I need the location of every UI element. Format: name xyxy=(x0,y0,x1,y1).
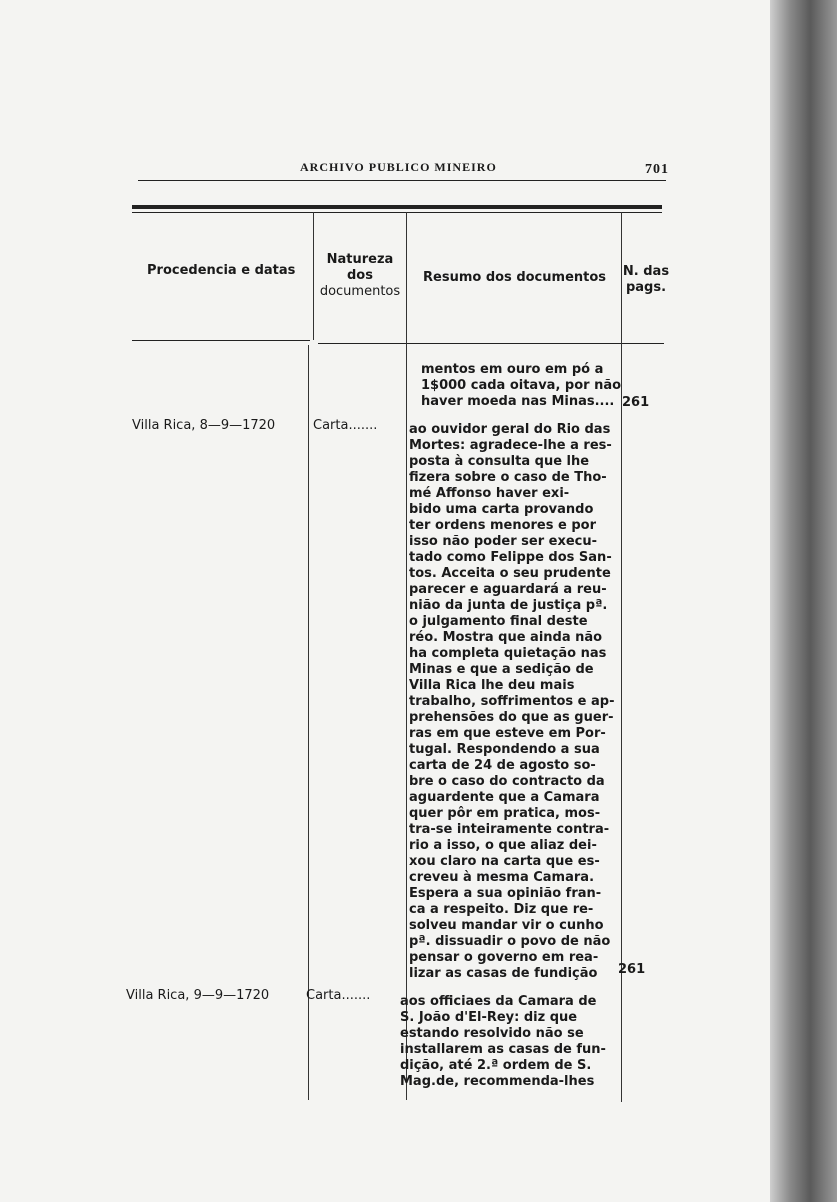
summary-line: trabalho, soffrimentos e ap- xyxy=(409,694,615,709)
summary-line: Mortes: agradece-lhe a res- xyxy=(409,438,612,453)
col-rule-2 xyxy=(406,212,407,1100)
col-header-natureza-line1: Natureza xyxy=(326,252,394,267)
summary-line: ca a respeito. Diz que re- xyxy=(409,902,594,917)
continuation-summary xyxy=(421,362,622,410)
header-rule xyxy=(138,180,666,181)
summary-line: Espera a sua opinião fran- xyxy=(409,886,602,901)
summary-line: S. João d'El-Rey: diz que xyxy=(400,1010,578,1025)
summary-line: posta à consulta que lhe xyxy=(409,454,590,469)
summary-line: pensar o governo em rea- xyxy=(409,950,599,965)
summary-line: haver moeda nas Minas.... xyxy=(421,394,615,409)
summary-line: ras em que esteve em Por- xyxy=(409,726,606,741)
summary-line: tado como Felippe dos San- xyxy=(409,550,612,565)
entry-origin: Villa Rica, 9—9—1720 xyxy=(126,988,270,1003)
summary-line: ter ordens menores e por xyxy=(409,518,596,533)
summary-line: quer pôr em pratica, mos- xyxy=(409,806,601,821)
summary-line: solveu mandar vir o cunho xyxy=(409,918,604,933)
summary-line: lizar as casas de fundição xyxy=(409,966,598,981)
col-header-pags-line1: N. das xyxy=(622,264,670,279)
col-rule-1 xyxy=(313,212,314,340)
entry-nature: Carta....... xyxy=(306,988,371,1003)
summary-line: bido uma carta provando xyxy=(409,502,594,517)
summary-line: tos. Acceita o seu prudente xyxy=(409,566,611,581)
col-header-natureza-line2: dos xyxy=(347,268,373,283)
summary-line: Mag.de, recommenda-lhes xyxy=(400,1074,595,1089)
summary-line: parecer e aguardará a reu- xyxy=(409,582,607,597)
summary-line: tra-se inteiramente contra- xyxy=(409,822,610,837)
summary-line: Villa Rica lhe deu mais xyxy=(409,678,575,693)
summary-line: mentos em ouro em pó a xyxy=(421,362,604,377)
summary-line: aguardente que a Camara xyxy=(409,790,600,805)
summary-line: carta de 24 de agosto so- xyxy=(409,758,596,773)
table-top-rule xyxy=(132,205,662,209)
summary-line: 1$000 cada oitava, por não xyxy=(421,378,622,393)
entry-summary xyxy=(409,422,619,982)
entry-page: 261 xyxy=(618,962,646,977)
summary-line: rio a isso, o que aliaz dei- xyxy=(409,838,597,853)
entry-origin: Villa Rica, 8—9—1720 xyxy=(132,418,276,433)
summary-line: o julgamento final deste xyxy=(409,614,588,629)
summary-line: Minas e que a sedição de xyxy=(409,662,594,677)
summary-line: dição, até 2.ª ordem de S. xyxy=(400,1058,592,1073)
summary-line: tugal. Respondendo a sua xyxy=(409,742,600,757)
summary-line: aos officiaes da Camara de xyxy=(400,994,597,1009)
summary-line: réo. Mostra que ainda não xyxy=(409,630,603,645)
summary-line: pª. dissuadir o povo de não xyxy=(409,934,611,949)
summary-line: xou claro na carta que es- xyxy=(409,854,600,869)
col-header-pags xyxy=(620,264,672,296)
header-bottom-rule-left xyxy=(132,340,310,341)
summary-line: ha completa quietação nas xyxy=(409,646,607,661)
col-header-procedencia: Procedencia e datas xyxy=(147,263,296,278)
summary-line: ao ouvidor geral do Rio das xyxy=(409,422,611,437)
summary-line: creveu à mesma Camara. xyxy=(409,870,595,885)
col-rule-1b xyxy=(308,345,309,1100)
table-top-rule-thin xyxy=(132,212,662,213)
col-header-natureza-line3: documentos xyxy=(319,284,401,299)
summary-line: mé Affonso haver exi- xyxy=(409,486,570,501)
entry-nature: Carta....... xyxy=(313,418,378,433)
summary-line: estando resolvido não se xyxy=(400,1026,584,1041)
col-header-natureza xyxy=(314,252,406,300)
summary-line: nião da junta de justiça pª. xyxy=(409,598,608,613)
col-header-resumo: Resumo dos documentos xyxy=(423,270,607,285)
summary-line: bre o caso do contracto da xyxy=(409,774,605,789)
summary-line: installarem as casas de fun- xyxy=(400,1042,606,1057)
book-spine xyxy=(770,0,837,1202)
summary-line: isso não poder ser execu- xyxy=(409,534,598,549)
summary-line: prehensões do que as guer- xyxy=(409,710,614,725)
entry-summary xyxy=(400,994,612,1090)
running-title: ARCHIVO PUBLICO MINEIRO xyxy=(300,160,497,174)
header-bottom-rule-right xyxy=(318,343,664,344)
continuation-page: 261 xyxy=(622,395,650,410)
col-header-pags-line2: pags. xyxy=(625,280,667,295)
page-number: 701 xyxy=(645,162,669,177)
summary-line: fizera sobre o caso de Tho- xyxy=(409,470,607,485)
